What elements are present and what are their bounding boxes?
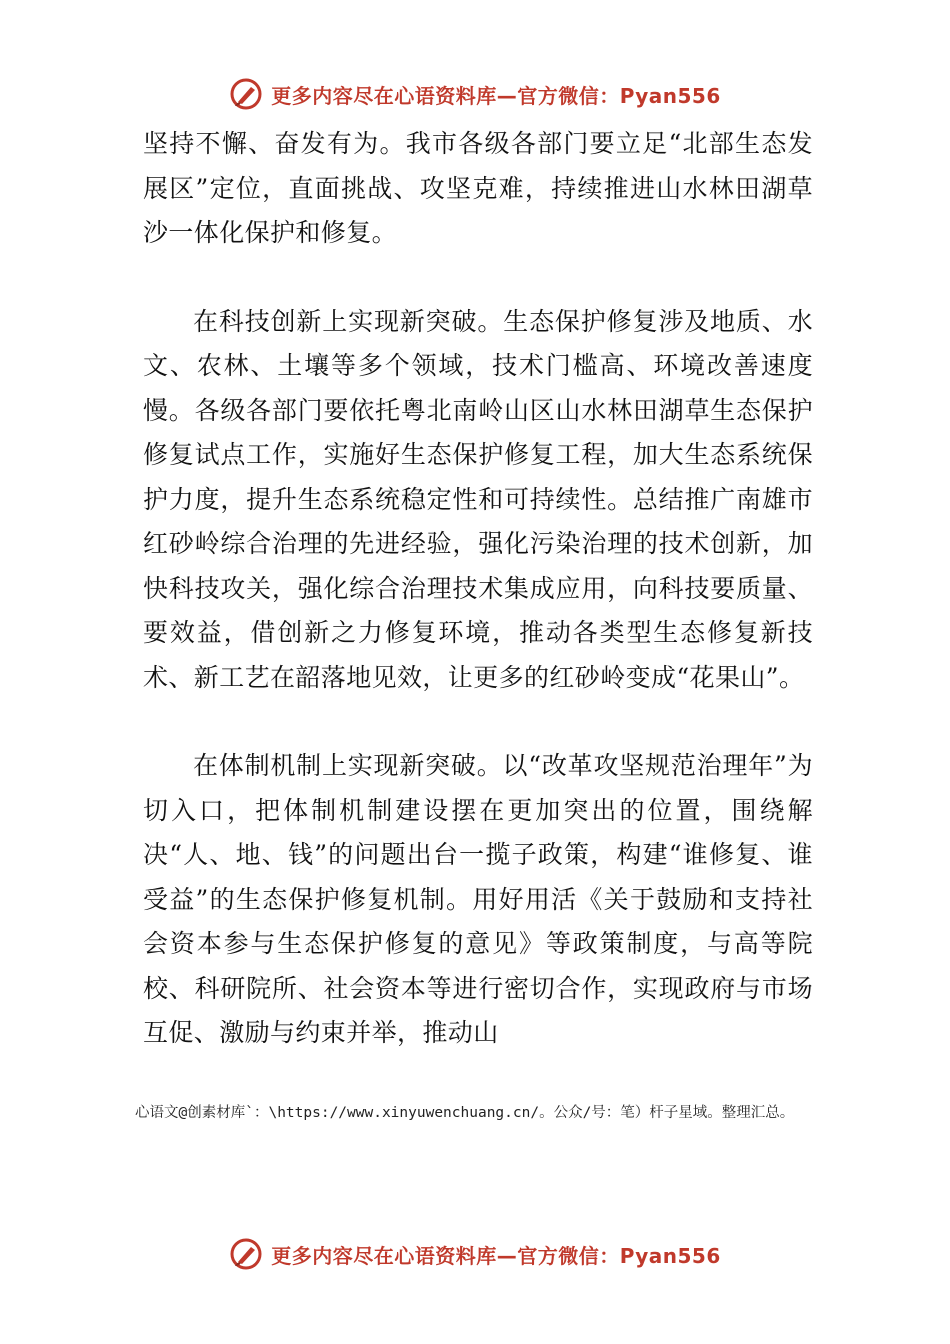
banner-text: 更多内容尽在心语资料库—官方微信：Pyan556 xyxy=(271,1243,721,1268)
paragraph-institutional-mechanism: 在体制机制上实现新突破。以“改革攻坚规范治理年”为切入口，把体制机制建设摆在更加突出的位置，围绕解决“人、地、钱”的问题出台一揽子政策，构建“谁修复、谁受益”的生态保护修复机制。用好用活《关于鼓励和支持社会资本参与生态保护修复的意见》等政策制度，与高等院校、科研院所、社会资本等进行密切合作，实现政府与市场互促、激励与约束并举，推动山 xyxy=(143,751,813,1047)
paragraph-continuation: 坚持不懈、奋发有为。我市各级各部门要立足“北部生态发展区”定位，直面挑战、攻坚克难，持续推进山水林田湖草沙一体化保护和修复。 xyxy=(143,129,813,247)
banner-text: 更多内容尽在心语资料库—官方微信：Pyan556 xyxy=(271,83,721,108)
paragraph-tech-innovation: 在科技创新上实现新突破。生态保护修复涉及地质、水文、农林、土壤等多个领域，技术门槛高、环境改善速度慢。各级各部门要依托粤北南岭山区山水林田湖草生态保护修复试点工作，实施好生态保护修复工程，加大生态系统保护力度，提升生态系统稳定性和可持续性。总结推广南雄市红砂岭综合治理的先进经验，强化污染治理的技术创新，加快科技攻关，强化综合治理技术集成应用，向科技要质量、要效益，借创新之力修复环境，推动各类型生态修复新技术、新工艺在韶落地见效，让更多的红砂岭变成“花果山”。 xyxy=(143,306,813,692)
header-banner xyxy=(0,74,950,114)
source-footnote: 心语文@创素材库`：\https://www.xinyuwenchuang.cn/。公众/号：笔）杆子星域。整理汇总。 xyxy=(135,1105,795,1121)
brush-pen-logo-icon xyxy=(229,1237,263,1271)
footer-banner xyxy=(0,1234,950,1274)
brush-pen-logo-icon xyxy=(229,77,263,111)
document-body xyxy=(143,122,813,1056)
